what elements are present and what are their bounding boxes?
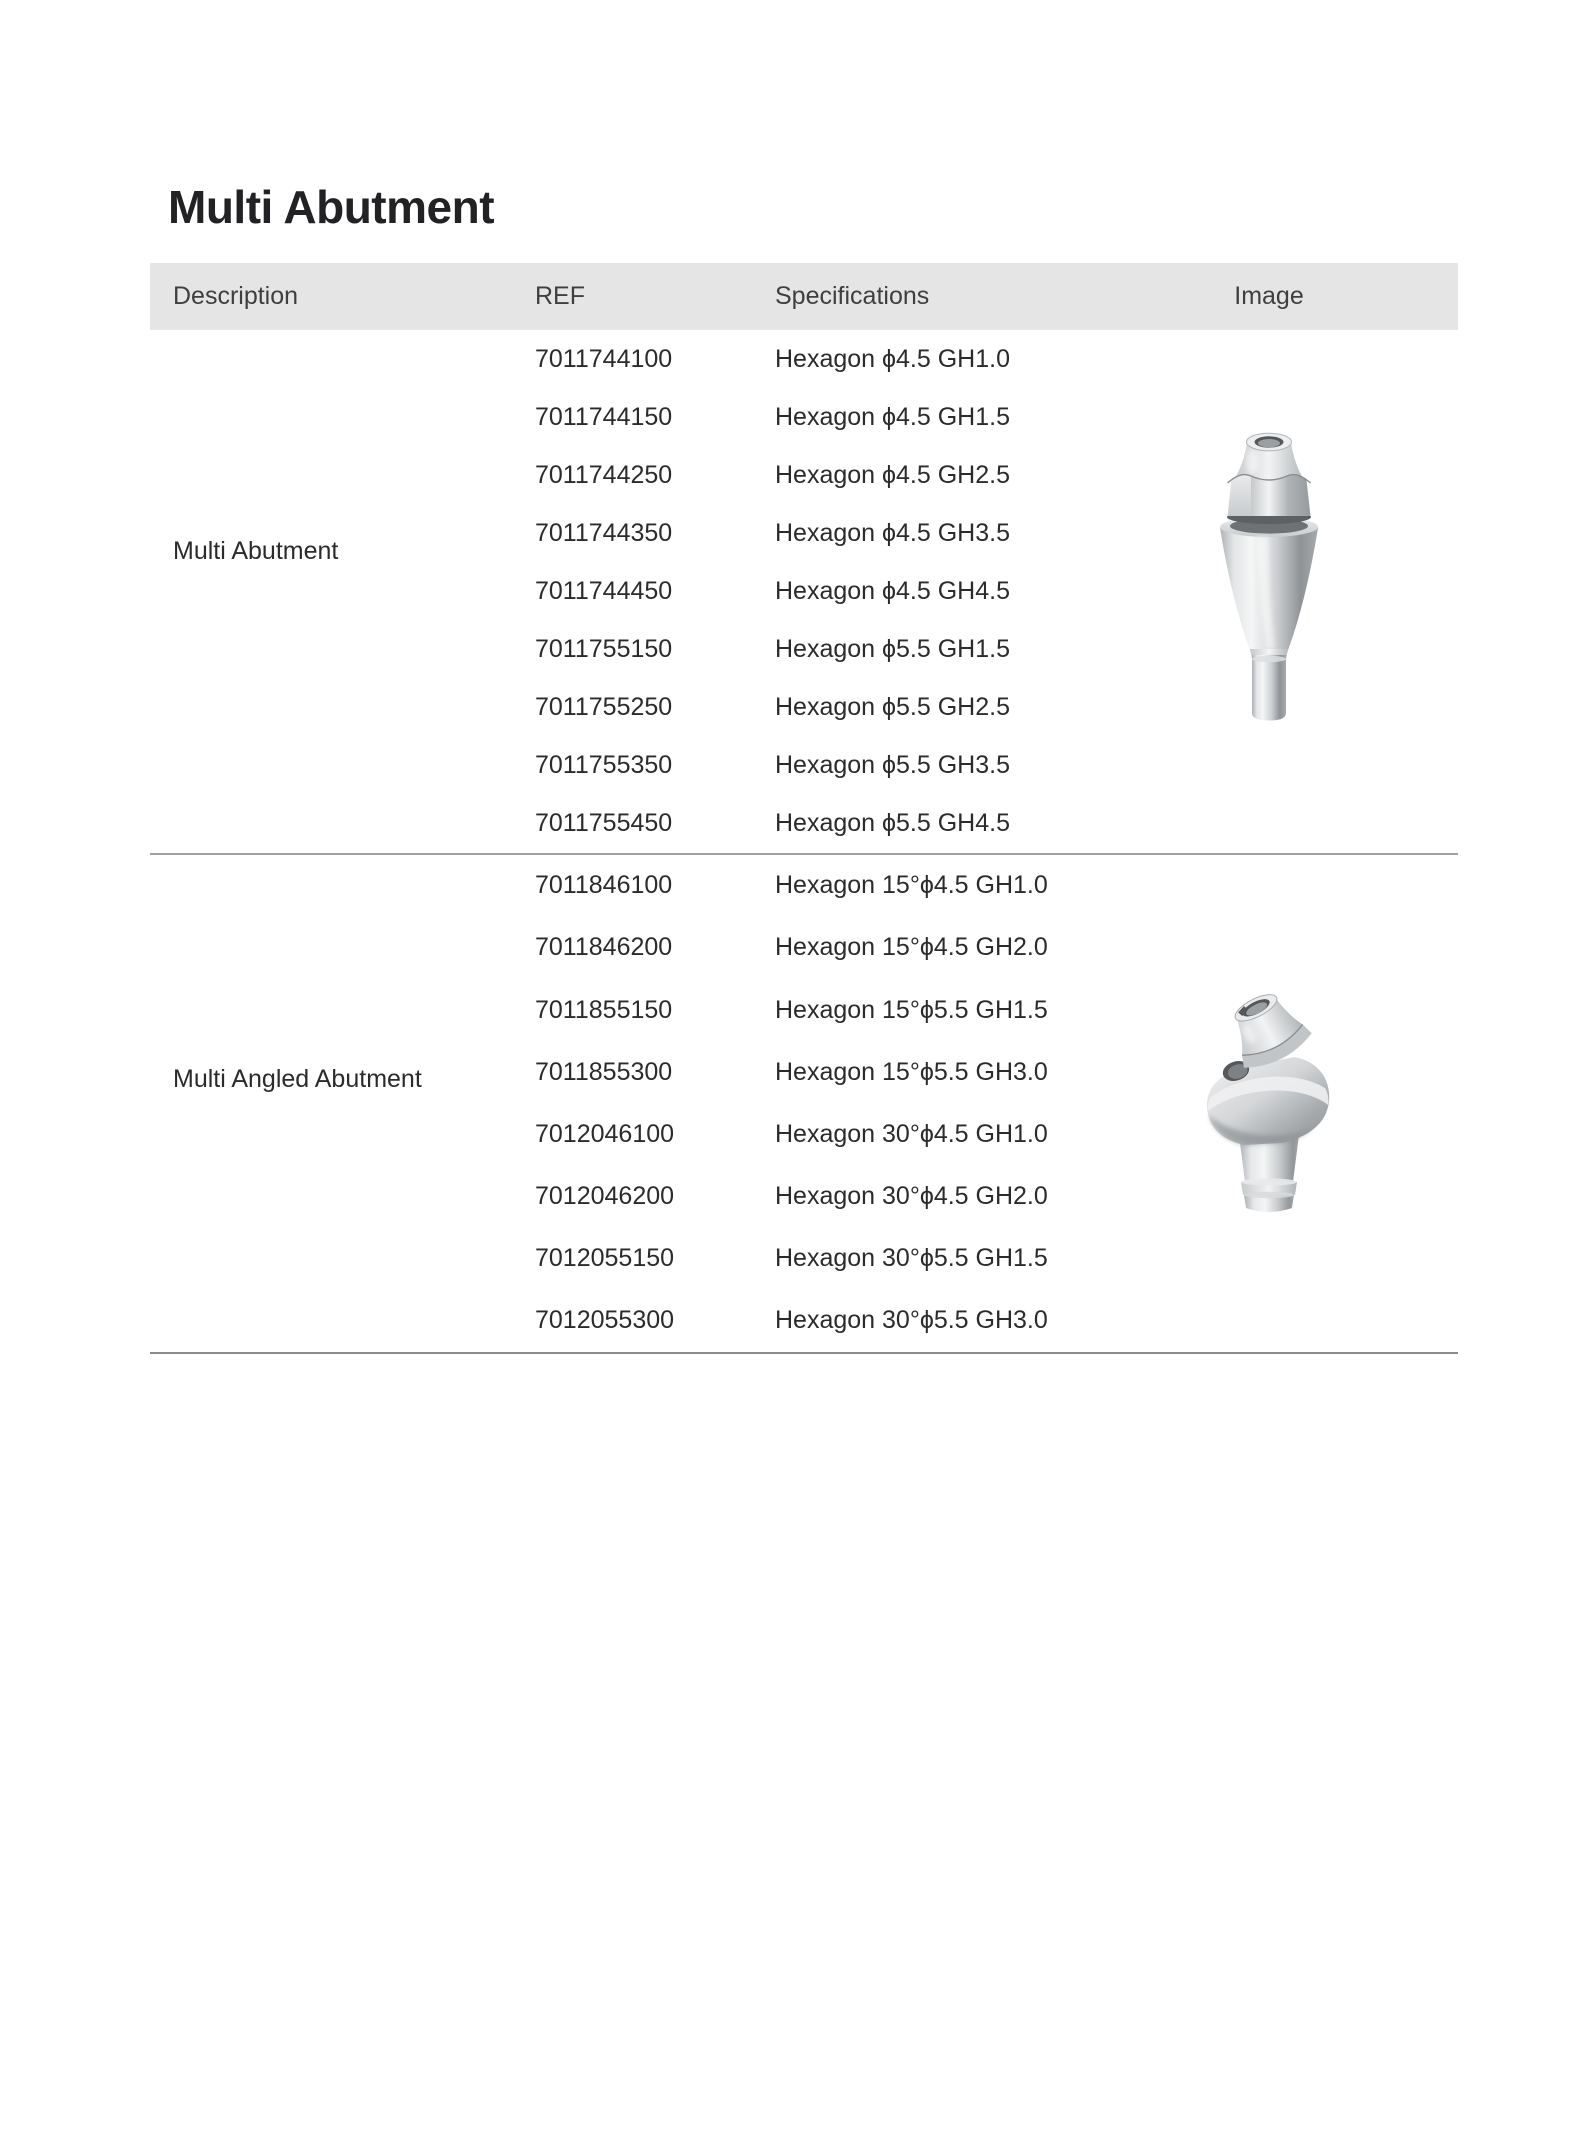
table-row	[535, 917, 1080, 979]
product-group-multi-angled-abutment	[150, 853, 1458, 1352]
rows-container	[535, 330, 1080, 853]
specification-value: Hexagon 30°ϕ4.5 GH2.0	[775, 1181, 1048, 1210]
ref-value: 7011755450	[535, 809, 673, 838]
specification-value: Hexagon 15°ϕ5.5 GH1.5	[775, 995, 1048, 1024]
specification-value: Hexagon ϕ5.5 GH4.5	[775, 809, 1010, 838]
product-group-multi-abutment	[150, 330, 1458, 853]
product-table	[150, 263, 1458, 1354]
table-row	[535, 1165, 1080, 1227]
ref-value: 7011755150	[535, 635, 673, 664]
table-row	[535, 679, 1080, 737]
ref-value: 7011744450	[535, 576, 673, 605]
description-label: Multi Angled Abutment	[173, 1064, 422, 1093]
table-row	[535, 388, 1080, 446]
table-row	[535, 330, 1080, 388]
specification-value: Hexagon 30°ϕ5.5 GH3.0	[775, 1306, 1048, 1335]
ref-value: 7012055300	[535, 1306, 675, 1335]
table-row	[535, 446, 1080, 504]
table-row	[535, 979, 1080, 1041]
ref-value: 7012046100	[535, 1119, 675, 1148]
table-row	[535, 1103, 1080, 1165]
header-ref: REF	[535, 282, 585, 310]
table-body	[150, 330, 1458, 1354]
ref-value: 7011744100	[535, 344, 673, 373]
specification-value: Hexagon 30°ϕ5.5 GH1.5	[775, 1243, 1048, 1272]
specification-value: Hexagon ϕ4.5 GH1.5	[775, 402, 1010, 431]
ref-value: 7011855150	[535, 995, 673, 1024]
page-title: Multi Abutment	[168, 181, 495, 233]
table-row	[535, 1227, 1080, 1289]
specification-value: Hexagon ϕ5.5 GH2.5	[775, 693, 1010, 722]
group-description-cell	[150, 855, 535, 1352]
product-image-cell	[1080, 330, 1458, 853]
ref-value: 7012055150	[535, 1243, 675, 1272]
table-header-row	[150, 263, 1458, 330]
table-row	[535, 795, 1080, 853]
table-row	[535, 562, 1080, 620]
ref-value: 7011744350	[535, 518, 673, 547]
ref-value: 7011755350	[535, 751, 673, 780]
table-row	[535, 1290, 1080, 1352]
table-row	[535, 1041, 1080, 1103]
description-label: Multi Abutment	[173, 536, 339, 565]
specification-value: Hexagon 15°ϕ5.5 GH3.0	[775, 1057, 1048, 1086]
specification-value: Hexagon ϕ5.5 GH3.5	[775, 751, 1010, 780]
header-description: Description	[173, 282, 299, 310]
table-row	[535, 620, 1080, 678]
ref-value: 7011855300	[535, 1057, 673, 1086]
table-row	[535, 855, 1080, 917]
ref-value: 7011744250	[535, 460, 673, 489]
group-description-cell	[150, 330, 535, 853]
multi-angled-abutment-render	[1194, 989, 1344, 1217]
ref-value: 7011755250	[535, 693, 673, 722]
specification-value: Hexagon 15°ϕ4.5 GH2.0	[775, 933, 1048, 962]
ref-value: 7011846200	[535, 933, 673, 962]
table-row	[535, 504, 1080, 562]
header-image: Image	[1234, 282, 1304, 310]
rows-container	[535, 855, 1080, 1352]
multi-abutment-render	[1217, 422, 1321, 728]
specification-value: Hexagon ϕ4.5 GH2.5	[775, 460, 1010, 489]
product-image-cell	[1080, 855, 1458, 1352]
ref-value: 7011744150	[535, 402, 673, 431]
specification-value: Hexagon ϕ5.5 GH1.5	[775, 635, 1010, 664]
specification-value: Hexagon ϕ4.5 GH3.5	[775, 518, 1010, 547]
specification-value: Hexagon ϕ4.5 GH4.5	[775, 576, 1010, 605]
table-row	[535, 737, 1080, 795]
specification-value: Hexagon 30°ϕ4.5 GH1.0	[775, 1119, 1048, 1148]
header-specifications: Specifications	[775, 282, 930, 310]
ref-value: 7011846100	[535, 871, 673, 900]
specification-value: Hexagon ϕ4.5 GH1.0	[775, 344, 1010, 373]
ref-value: 7012046200	[535, 1181, 675, 1210]
specification-value: Hexagon 15°ϕ4.5 GH1.0	[775, 871, 1048, 900]
